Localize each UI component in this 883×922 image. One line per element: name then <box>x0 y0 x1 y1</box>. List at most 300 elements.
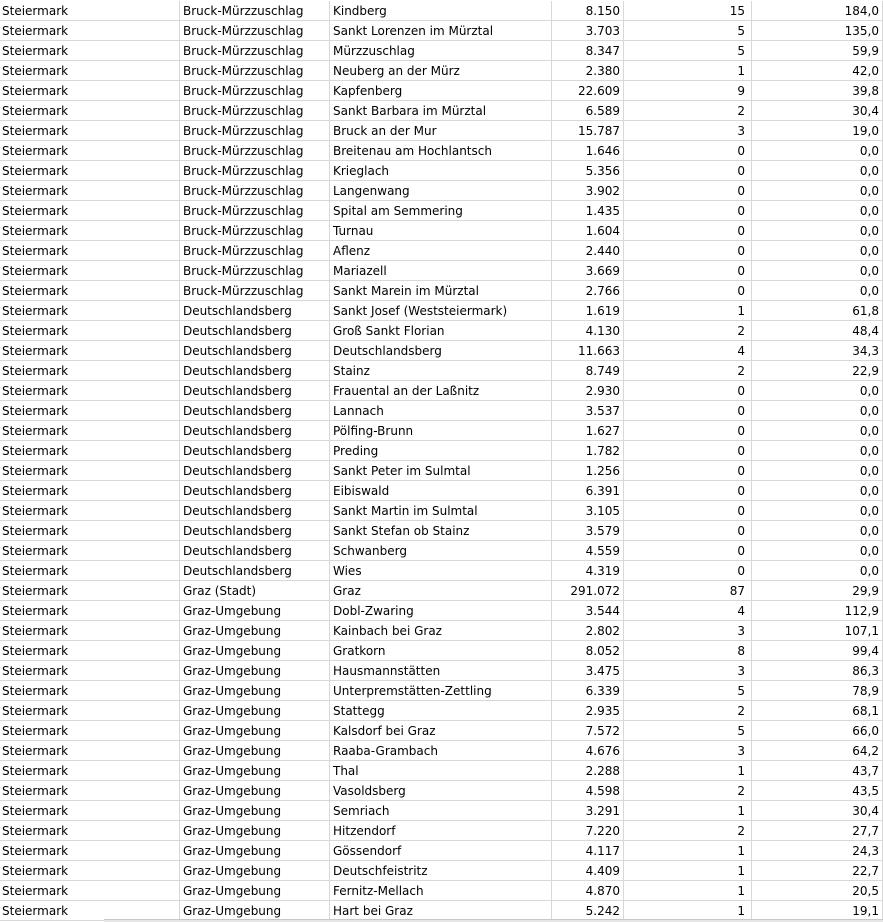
district-cell[interactable]: Deutschlandsberg <box>180 421 330 441</box>
district-cell[interactable]: Deutschlandsberg <box>180 501 330 521</box>
rate-cell[interactable]: 0,0 <box>752 241 883 261</box>
municipality-cell[interactable]: Thal <box>330 761 552 781</box>
state-cell[interactable]: Steiermark <box>0 341 180 361</box>
district-cell[interactable]: Deutschlandsberg <box>180 341 330 361</box>
table-row[interactable] <box>0 401 883 421</box>
state-cell[interactable]: Steiermark <box>0 541 180 561</box>
rate-cell[interactable]: 0,0 <box>752 501 883 521</box>
count-cell[interactable]: 2 <box>624 781 752 801</box>
rate-cell[interactable]: 184,0 <box>752 1 883 21</box>
population-cell[interactable]: 4.870 <box>552 881 624 901</box>
district-cell[interactable]: Bruck-Mürzzuschlag <box>180 161 330 181</box>
state-cell[interactable]: Steiermark <box>0 581 180 601</box>
rate-cell[interactable]: 112,9 <box>752 601 883 621</box>
state-cell[interactable]: Steiermark <box>0 21 180 41</box>
count-cell[interactable]: 4 <box>624 601 752 621</box>
table-row[interactable] <box>0 681 883 701</box>
state-cell[interactable]: Steiermark <box>0 41 180 61</box>
population-cell[interactable]: 8.150 <box>552 1 624 21</box>
municipality-cell[interactable]: Stainz <box>330 361 552 381</box>
count-cell[interactable]: 2 <box>624 101 752 121</box>
municipality-cell[interactable]: Wies <box>330 561 552 581</box>
district-cell[interactable]: Graz-Umgebung <box>180 661 330 681</box>
population-cell[interactable]: 11.663 <box>552 341 624 361</box>
district-cell[interactable]: Graz-Umgebung <box>180 741 330 761</box>
population-cell[interactable]: 2.380 <box>552 61 624 81</box>
municipality-cell[interactable]: Eibiswald <box>330 481 552 501</box>
population-cell[interactable]: 1.646 <box>552 141 624 161</box>
rate-cell[interactable]: 64,2 <box>752 741 883 761</box>
count-cell[interactable]: 1 <box>624 301 752 321</box>
population-cell[interactable]: 2.440 <box>552 241 624 261</box>
district-cell[interactable]: Graz (Stadt) <box>180 581 330 601</box>
population-cell[interactable]: 15.787 <box>552 121 624 141</box>
rate-cell[interactable]: 0,0 <box>752 541 883 561</box>
population-cell[interactable]: 3.579 <box>552 521 624 541</box>
municipality-cell[interactable]: Schwanberg <box>330 541 552 561</box>
population-cell[interactable]: 4.598 <box>552 781 624 801</box>
population-cell[interactable]: 4.319 <box>552 561 624 581</box>
state-cell[interactable]: Steiermark <box>0 441 180 461</box>
state-cell[interactable]: Steiermark <box>0 681 180 701</box>
rate-cell[interactable]: 0,0 <box>752 461 883 481</box>
table-row[interactable] <box>0 41 883 61</box>
table-row[interactable] <box>0 661 883 681</box>
district-cell[interactable]: Bruck-Mürzzuschlag <box>180 21 330 41</box>
population-cell[interactable]: 3.537 <box>552 401 624 421</box>
municipality-cell[interactable]: Lannach <box>330 401 552 421</box>
table-row[interactable] <box>0 281 883 301</box>
count-cell[interactable]: 5 <box>624 721 752 741</box>
state-cell[interactable]: Steiermark <box>0 801 180 821</box>
count-cell[interactable]: 0 <box>624 461 752 481</box>
rate-cell[interactable]: 0,0 <box>752 441 883 461</box>
municipality-cell[interactable]: Neuberg an der Mürz <box>330 61 552 81</box>
count-cell[interactable]: 0 <box>624 141 752 161</box>
municipality-cell[interactable]: Groß Sankt Florian <box>330 321 552 341</box>
district-cell[interactable]: Graz-Umgebung <box>180 801 330 821</box>
population-cell[interactable]: 4.559 <box>552 541 624 561</box>
rate-cell[interactable]: 0,0 <box>752 181 883 201</box>
state-cell[interactable]: Steiermark <box>0 661 180 681</box>
population-cell[interactable]: 3.105 <box>552 501 624 521</box>
count-cell[interactable]: 0 <box>624 241 752 261</box>
rate-cell[interactable]: 0,0 <box>752 221 883 241</box>
table-row[interactable] <box>0 581 883 601</box>
population-cell[interactable]: 4.676 <box>552 741 624 761</box>
rate-cell[interactable]: 39,8 <box>752 81 883 101</box>
state-cell[interactable]: Steiermark <box>0 621 180 641</box>
district-cell[interactable]: Deutschlandsberg <box>180 521 330 541</box>
municipality-cell[interactable]: Unterpremstätten-Zettling <box>330 681 552 701</box>
district-cell[interactable]: Bruck-Mürzzuschlag <box>180 1 330 21</box>
count-cell[interactable]: 5 <box>624 21 752 41</box>
state-cell[interactable]: Steiermark <box>0 201 180 221</box>
table-row[interactable] <box>0 461 883 481</box>
rate-cell[interactable]: 0,0 <box>752 141 883 161</box>
district-cell[interactable]: Graz-Umgebung <box>180 881 330 901</box>
table-row[interactable] <box>0 621 883 641</box>
district-cell[interactable]: Deutschlandsberg <box>180 361 330 381</box>
district-cell[interactable]: Graz-Umgebung <box>180 621 330 641</box>
population-cell[interactable]: 3.291 <box>552 801 624 821</box>
population-cell[interactable]: 8.052 <box>552 641 624 661</box>
table-row[interactable] <box>0 361 883 381</box>
population-cell[interactable]: 291.072 <box>552 581 624 601</box>
rate-cell[interactable]: 43,5 <box>752 781 883 801</box>
district-cell[interactable]: Graz-Umgebung <box>180 901 330 921</box>
population-cell[interactable]: 7.572 <box>552 721 624 741</box>
state-cell[interactable]: Steiermark <box>0 421 180 441</box>
district-cell[interactable]: Deutschlandsberg <box>180 381 330 401</box>
rate-cell[interactable]: 59,9 <box>752 41 883 61</box>
count-cell[interactable]: 0 <box>624 521 752 541</box>
state-cell[interactable]: Steiermark <box>0 641 180 661</box>
population-cell[interactable]: 1.256 <box>552 461 624 481</box>
table-row[interactable] <box>0 781 883 801</box>
district-cell[interactable]: Deutschlandsberg <box>180 541 330 561</box>
rate-cell[interactable]: 29,9 <box>752 581 883 601</box>
population-cell[interactable]: 1.782 <box>552 441 624 461</box>
table-row[interactable] <box>0 801 883 821</box>
state-cell[interactable]: Steiermark <box>0 141 180 161</box>
count-cell[interactable]: 0 <box>624 181 752 201</box>
population-cell[interactable]: 2.935 <box>552 701 624 721</box>
population-cell[interactable]: 8.749 <box>552 361 624 381</box>
table-row[interactable] <box>0 881 883 901</box>
count-cell[interactable]: 0 <box>624 201 752 221</box>
table-row[interactable] <box>0 901 883 921</box>
state-cell[interactable]: Steiermark <box>0 161 180 181</box>
table-row[interactable] <box>0 321 883 341</box>
count-cell[interactable]: 1 <box>624 801 752 821</box>
population-cell[interactable]: 5.356 <box>552 161 624 181</box>
municipality-cell[interactable]: Gratkorn <box>330 641 552 661</box>
rate-cell[interactable]: 42,0 <box>752 61 883 81</box>
count-cell[interactable]: 0 <box>624 441 752 461</box>
table-row[interactable] <box>0 741 883 761</box>
rate-cell[interactable]: 86,3 <box>752 661 883 681</box>
population-cell[interactable]: 6.391 <box>552 481 624 501</box>
district-cell[interactable]: Deutschlandsberg <box>180 301 330 321</box>
population-cell[interactable]: 6.339 <box>552 681 624 701</box>
state-cell[interactable]: Steiermark <box>0 361 180 381</box>
table-row[interactable] <box>0 81 883 101</box>
municipality-cell[interactable]: Spital am Semmering <box>330 201 552 221</box>
municipality-cell[interactable]: Bruck an der Mur <box>330 121 552 141</box>
state-cell[interactable]: Steiermark <box>0 401 180 421</box>
population-cell[interactable]: 2.288 <box>552 761 624 781</box>
rate-cell[interactable]: 27,7 <box>752 821 883 841</box>
state-cell[interactable]: Steiermark <box>0 461 180 481</box>
population-cell[interactable]: 1.619 <box>552 301 624 321</box>
state-cell[interactable]: Steiermark <box>0 701 180 721</box>
district-cell[interactable]: Graz-Umgebung <box>180 601 330 621</box>
district-cell[interactable]: Graz-Umgebung <box>180 641 330 661</box>
rate-cell[interactable]: 22,7 <box>752 861 883 881</box>
municipality-cell[interactable]: Dobl-Zwaring <box>330 601 552 621</box>
municipality-cell[interactable]: Hart bei Graz <box>330 901 552 921</box>
municipality-cell[interactable]: Turnau <box>330 221 552 241</box>
municipality-cell[interactable]: Aflenz <box>330 241 552 261</box>
municipality-cell[interactable]: Breitenau am Hochlantsch <box>330 141 552 161</box>
state-cell[interactable]: Steiermark <box>0 221 180 241</box>
rate-cell[interactable]: 43,7 <box>752 761 883 781</box>
rate-cell[interactable]: 0,0 <box>752 561 883 581</box>
district-cell[interactable]: Deutschlandsberg <box>180 321 330 341</box>
count-cell[interactable]: 3 <box>624 661 752 681</box>
count-cell[interactable]: 2 <box>624 821 752 841</box>
count-cell[interactable]: 0 <box>624 221 752 241</box>
population-cell[interactable]: 4.409 <box>552 861 624 881</box>
rate-cell[interactable]: 0,0 <box>752 481 883 501</box>
count-cell[interactable]: 3 <box>624 741 752 761</box>
state-cell[interactable]: Steiermark <box>0 781 180 801</box>
district-cell[interactable]: Deutschlandsberg <box>180 401 330 421</box>
rate-cell[interactable]: 19,1 <box>752 901 883 921</box>
table-row[interactable] <box>0 541 883 561</box>
municipality-cell[interactable]: Sankt Marein im Mürztal <box>330 281 552 301</box>
municipality-cell[interactable]: Mariazell <box>330 261 552 281</box>
municipality-cell[interactable]: Raaba-Grambach <box>330 741 552 761</box>
table-row[interactable] <box>0 721 883 741</box>
population-cell[interactable]: 22.609 <box>552 81 624 101</box>
rate-cell[interactable]: 34,3 <box>752 341 883 361</box>
count-cell[interactable]: 5 <box>624 681 752 701</box>
rate-cell[interactable]: 0,0 <box>752 161 883 181</box>
state-cell[interactable]: Steiermark <box>0 881 180 901</box>
count-cell[interactable]: 1 <box>624 901 752 921</box>
table-row[interactable] <box>0 341 883 361</box>
rate-cell[interactable]: 22,9 <box>752 361 883 381</box>
count-cell[interactable]: 1 <box>624 881 752 901</box>
municipality-cell[interactable]: Sankt Stefan ob Stainz <box>330 521 552 541</box>
rate-cell[interactable]: 0,0 <box>752 281 883 301</box>
table-row[interactable] <box>0 121 883 141</box>
population-cell[interactable]: 3.902 <box>552 181 624 201</box>
state-cell[interactable]: Steiermark <box>0 261 180 281</box>
table-row[interactable] <box>0 421 883 441</box>
state-cell[interactable]: Steiermark <box>0 81 180 101</box>
population-cell[interactable]: 8.347 <box>552 41 624 61</box>
state-cell[interactable]: Steiermark <box>0 281 180 301</box>
state-cell[interactable]: Steiermark <box>0 861 180 881</box>
state-cell[interactable]: Steiermark <box>0 501 180 521</box>
municipality-cell[interactable]: Frauental an der Laßnitz <box>330 381 552 401</box>
table-row[interactable] <box>0 21 883 41</box>
rate-cell[interactable]: 99,4 <box>752 641 883 661</box>
state-cell[interactable]: Steiermark <box>0 481 180 501</box>
municipality-cell[interactable]: Fernitz-Mellach <box>330 881 552 901</box>
district-cell[interactable]: Deutschlandsberg <box>180 481 330 501</box>
count-cell[interactable]: 1 <box>624 761 752 781</box>
count-cell[interactable]: 0 <box>624 541 752 561</box>
rate-cell[interactable]: 0,0 <box>752 261 883 281</box>
state-cell[interactable]: Steiermark <box>0 121 180 141</box>
table-row[interactable] <box>0 761 883 781</box>
state-cell[interactable]: Steiermark <box>0 181 180 201</box>
population-cell[interactable]: 2.930 <box>552 381 624 401</box>
count-cell[interactable]: 8 <box>624 641 752 661</box>
rate-cell[interactable]: 0,0 <box>752 401 883 421</box>
count-cell[interactable]: 0 <box>624 561 752 581</box>
table-row[interactable] <box>0 61 883 81</box>
population-cell[interactable]: 4.117 <box>552 841 624 861</box>
district-cell[interactable]: Deutschlandsberg <box>180 561 330 581</box>
count-cell[interactable]: 87 <box>624 581 752 601</box>
district-cell[interactable]: Graz-Umgebung <box>180 821 330 841</box>
municipality-cell[interactable]: Gössendorf <box>330 841 552 861</box>
municipality-cell[interactable]: Stattegg <box>330 701 552 721</box>
state-cell[interactable]: Steiermark <box>0 901 180 921</box>
population-cell[interactable]: 4.130 <box>552 321 624 341</box>
rate-cell[interactable]: 78,9 <box>752 681 883 701</box>
municipality-cell[interactable]: Sankt Peter im Sulmtal <box>330 461 552 481</box>
municipality-cell[interactable]: Mürzzuschlag <box>330 41 552 61</box>
district-cell[interactable]: Graz-Umgebung <box>180 681 330 701</box>
state-cell[interactable]: Steiermark <box>0 741 180 761</box>
rate-cell[interactable]: 66,0 <box>752 721 883 741</box>
rate-cell[interactable]: 68,1 <box>752 701 883 721</box>
population-cell[interactable]: 3.544 <box>552 601 624 621</box>
district-cell[interactable]: Bruck-Mürzzuschlag <box>180 181 330 201</box>
municipality-cell[interactable]: Sankt Barbara im Mürztal <box>330 101 552 121</box>
district-cell[interactable]: Bruck-Mürzzuschlag <box>180 81 330 101</box>
rate-cell[interactable]: 107,1 <box>752 621 883 641</box>
population-cell[interactable]: 5.242 <box>552 901 624 921</box>
population-cell[interactable]: 1.435 <box>552 201 624 221</box>
rate-cell[interactable]: 0,0 <box>752 521 883 541</box>
table-row[interactable] <box>0 701 883 721</box>
district-cell[interactable]: Bruck-Mürzzuschlag <box>180 241 330 261</box>
district-cell[interactable]: Graz-Umgebung <box>180 701 330 721</box>
municipality-cell[interactable]: Sankt Lorenzen im Mürztal <box>330 21 552 41</box>
district-cell[interactable]: Bruck-Mürzzuschlag <box>180 141 330 161</box>
table-row[interactable] <box>0 141 883 161</box>
count-cell[interactable]: 2 <box>624 361 752 381</box>
population-cell[interactable]: 3.669 <box>552 261 624 281</box>
table-row[interactable] <box>0 161 883 181</box>
count-cell[interactable]: 2 <box>624 701 752 721</box>
state-cell[interactable]: Steiermark <box>0 521 180 541</box>
population-cell[interactable]: 3.703 <box>552 21 624 41</box>
table-row[interactable] <box>0 381 883 401</box>
table-row[interactable] <box>0 181 883 201</box>
population-cell[interactable]: 1.627 <box>552 421 624 441</box>
state-cell[interactable]: Steiermark <box>0 1 180 21</box>
district-cell[interactable]: Bruck-Mürzzuschlag <box>180 281 330 301</box>
district-cell[interactable]: Graz-Umgebung <box>180 861 330 881</box>
count-cell[interactable]: 0 <box>624 381 752 401</box>
municipality-cell[interactable]: Vasoldsberg <box>330 781 552 801</box>
municipality-cell[interactable]: Pölfing-Brunn <box>330 421 552 441</box>
state-cell[interactable]: Steiermark <box>0 841 180 861</box>
table-row[interactable] <box>0 261 883 281</box>
rate-cell[interactable]: 19,0 <box>752 121 883 141</box>
rate-cell[interactable]: 24,3 <box>752 841 883 861</box>
count-cell[interactable]: 3 <box>624 121 752 141</box>
municipality-cell[interactable]: Kalsdorf bei Graz <box>330 721 552 741</box>
municipality-cell[interactable]: Kindberg <box>330 1 552 21</box>
district-cell[interactable]: Bruck-Mürzzuschlag <box>180 201 330 221</box>
table-row[interactable] <box>0 821 883 841</box>
count-cell[interactable]: 0 <box>624 281 752 301</box>
state-cell[interactable]: Steiermark <box>0 721 180 741</box>
municipality-cell[interactable]: Kapfenberg <box>330 81 552 101</box>
population-cell[interactable]: 6.589 <box>552 101 624 121</box>
table-row[interactable] <box>0 301 883 321</box>
rate-cell[interactable]: 0,0 <box>752 421 883 441</box>
municipality-cell[interactable]: Langenwang <box>330 181 552 201</box>
count-cell[interactable]: 0 <box>624 401 752 421</box>
state-cell[interactable]: Steiermark <box>0 761 180 781</box>
municipality-cell[interactable]: Hitzendorf <box>330 821 552 841</box>
rate-cell[interactable]: 61,8 <box>752 301 883 321</box>
count-cell[interactable]: 9 <box>624 81 752 101</box>
district-cell[interactable]: Graz-Umgebung <box>180 761 330 781</box>
municipality-cell[interactable]: Semriach <box>330 801 552 821</box>
table-row[interactable] <box>0 1 883 21</box>
district-cell[interactable]: Bruck-Mürzzuschlag <box>180 261 330 281</box>
district-cell[interactable]: Graz-Umgebung <box>180 721 330 741</box>
district-cell[interactable]: Graz-Umgebung <box>180 781 330 801</box>
state-cell[interactable]: Steiermark <box>0 561 180 581</box>
state-cell[interactable]: Steiermark <box>0 241 180 261</box>
table-row[interactable] <box>0 601 883 621</box>
district-cell[interactable]: Deutschlandsberg <box>180 441 330 461</box>
state-cell[interactable]: Steiermark <box>0 381 180 401</box>
table-row[interactable] <box>0 101 883 121</box>
table-row[interactable] <box>0 481 883 501</box>
municipality-cell[interactable]: Sankt Josef (Weststeiermark) <box>330 301 552 321</box>
district-cell[interactable]: Deutschlandsberg <box>180 461 330 481</box>
municipality-cell[interactable]: Sankt Martin im Sulmtal <box>330 501 552 521</box>
municipality-cell[interactable]: Deutschlandsberg <box>330 341 552 361</box>
rate-cell[interactable]: 0,0 <box>752 381 883 401</box>
table-row[interactable] <box>0 241 883 261</box>
municipality-cell[interactable]: Kainbach bei Graz <box>330 621 552 641</box>
count-cell[interactable]: 1 <box>624 861 752 881</box>
state-cell[interactable]: Steiermark <box>0 101 180 121</box>
municipality-cell[interactable]: Deutschfeistritz <box>330 861 552 881</box>
rate-cell[interactable]: 20,5 <box>752 881 883 901</box>
count-cell[interactable]: 15 <box>624 1 752 21</box>
rate-cell[interactable]: 30,4 <box>752 801 883 821</box>
count-cell[interactable]: 0 <box>624 501 752 521</box>
district-cell[interactable]: Bruck-Mürzzuschlag <box>180 61 330 81</box>
population-cell[interactable]: 1.604 <box>552 221 624 241</box>
rate-cell[interactable]: 30,4 <box>752 101 883 121</box>
table-row[interactable] <box>0 561 883 581</box>
district-cell[interactable]: Bruck-Mürzzuschlag <box>180 221 330 241</box>
district-cell[interactable]: Bruck-Mürzzuschlag <box>180 121 330 141</box>
population-cell[interactable]: 3.475 <box>552 661 624 681</box>
municipality-cell[interactable]: Krieglach <box>330 161 552 181</box>
count-cell[interactable]: 1 <box>624 61 752 81</box>
table-row[interactable] <box>0 841 883 861</box>
rate-cell[interactable]: 0,0 <box>752 201 883 221</box>
rate-cell[interactable]: 135,0 <box>752 21 883 41</box>
state-cell[interactable]: Steiermark <box>0 61 180 81</box>
table-row[interactable] <box>0 521 883 541</box>
state-cell[interactable]: Steiermark <box>0 301 180 321</box>
count-cell[interactable]: 3 <box>624 621 752 641</box>
count-cell[interactable]: 0 <box>624 261 752 281</box>
count-cell[interactable]: 5 <box>624 41 752 61</box>
table-row[interactable] <box>0 441 883 461</box>
municipality-cell[interactable]: Hausmannstätten <box>330 661 552 681</box>
table-row[interactable] <box>0 861 883 881</box>
